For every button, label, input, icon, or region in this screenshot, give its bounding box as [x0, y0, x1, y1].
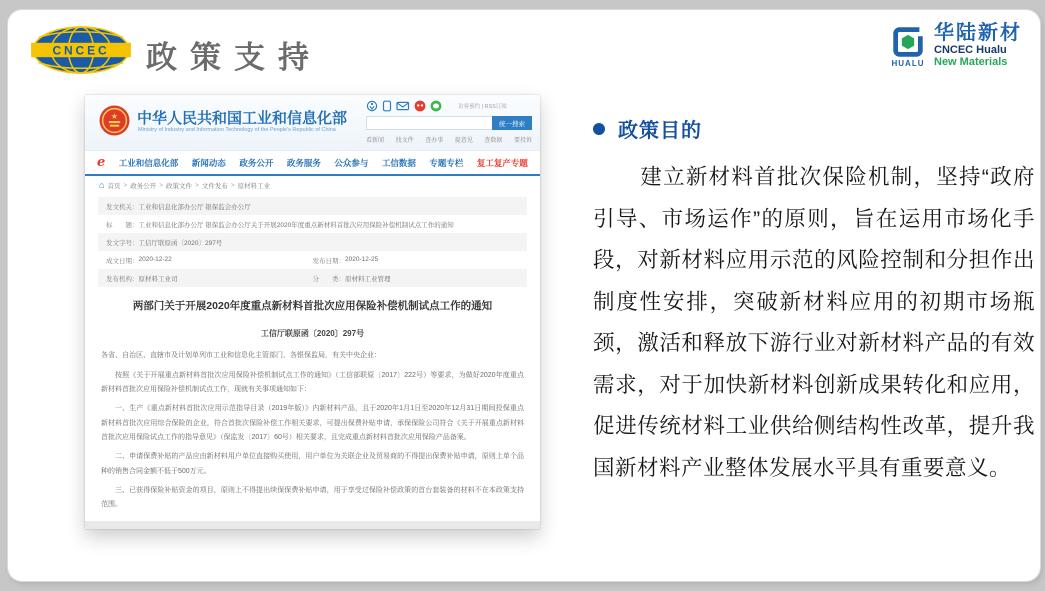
hualu-name-cn: 华陆新材 — [934, 22, 1022, 44]
visitor-rss-links[interactable]: 访客预约 | RSS订阅 — [458, 104, 507, 110]
meta-value: 原材料工业司 — [138, 275, 178, 283]
meta-label: 分 类： — [312, 275, 345, 283]
page-title: 政策支持 — [146, 40, 322, 76]
doc-paragraph: 按照《关于开展重点新材料首批次应用保险补偿机制试点工作的通知》（工信部联原〔2017〕222号）等要求，为做好2020年度重点新材料首批次应用保险补偿机制试点工作，现就有关事项通知如下： — [101, 371, 524, 393]
site-footer-strip — [85, 521, 540, 529]
meta-row-issuer — [98, 197, 527, 215]
hualu-name-en1: CNCEC Hualu — [934, 44, 1007, 56]
breadcrumb-item[interactable]: 文件发布 — [201, 183, 228, 190]
svg-text:★: ★ — [110, 111, 119, 121]
meta-label: 成文日期： — [106, 257, 139, 265]
policy-purpose-text: 建立新材料首批次保险机制，坚持“政府引导、市场运作”的原则，旨在运用市场化手段，对新材料应用示范的风险控制和分担作出制度性安排，突破新材料应用的初期市场瓶颈，激活和释放下游行业对新材料产品的有效需求，对于加快新材料创新成果转化和应用，促进传统材料工业供给侧结构性改革，提升我国新材料产业整体发展水平具有重要意义。 — [593, 165, 1035, 480]
hualu-logo — [888, 22, 1022, 68]
nav-item-miit[interactable]: 工业和信息化部 — [118, 157, 179, 168]
section-heading — [593, 114, 1035, 143]
meta-value: 原材料工业管理 — [345, 275, 391, 283]
nav-item-participation[interactable]: 公众参与 — [334, 157, 369, 168]
meta-row-agency — [98, 269, 527, 287]
nav-item-services[interactable]: 政务服务 — [286, 157, 321, 168]
mobile-icon — [384, 101, 391, 111]
meta-label: 标 题： — [106, 221, 139, 229]
meta-value: 2020-12-22 — [138, 255, 172, 263]
site-header — [85, 95, 540, 151]
bullet-icon — [593, 123, 605, 135]
meta-value: 工业和信息化部办公厅 银保监会办公厅关于开展2020年度重点新材料首批次应用保险补偿机制试点工作的通知 — [138, 221, 454, 229]
slide-header — [8, 10, 1040, 96]
doc-paragraph: 一、生产《重点新材料首批次应用示范指导目录（2019年版）》内新材料产品，且于2020年1月1日至2020年12月31日期间投保重点新材料首批次应用综合保险的企业，符合首批次保险补偿工作相关要求，可提出保费补贴申请，承保保险公司符合《关于开展重点新材料首批次应用保险试点工作的指导意见》（保监发〔2017〕60号）相关要求，且完成重点新材料首批次应用保险产品备案。 — [101, 405, 524, 441]
document-title: 两部门关于开展2020年度重点新材料首批次应用保险补偿机制试点工作的通知 — [132, 300, 493, 312]
breadcrumb-home[interactable]: 首页 — [107, 183, 121, 190]
breadcrumb-item[interactable]: 政务公开 — [130, 183, 157, 190]
quick-link-files[interactable]: 找文件 — [395, 138, 414, 144]
meta-label: 发布机构： — [106, 275, 139, 283]
breadcrumb-item[interactable]: 原材料工业 — [237, 183, 271, 190]
accessibility-icon — [367, 101, 376, 110]
search-button[interactable]: 统一搜索 — [492, 116, 532, 130]
document-meta-table — [98, 197, 527, 287]
mail-icon — [397, 102, 409, 109]
quick-link-feedback[interactable]: 提意见 — [454, 138, 473, 144]
doc-paragraph: 三、已获得保险补贴资金的项目，原则上不得提出续保保费补贴申请，用于享受过保险补偿政策的首台套装备的材料不在本政策支持范围。 — [101, 486, 524, 509]
hualu-mark-label: HUALU — [891, 58, 925, 68]
meta-label: 发布日期： — [312, 257, 345, 265]
wechat-icon — [431, 101, 442, 112]
ministry-name: 中华人民共和国工业和信息化部 — [137, 110, 348, 127]
nav-item-disclosure[interactable]: 政务公开 — [239, 157, 274, 168]
nav-item-resumption[interactable]: 复工复产专题 — [476, 157, 528, 168]
quick-link-news[interactable]: 看新闻 — [366, 138, 385, 144]
section-heading-text: 政策目的 — [618, 120, 702, 142]
meta-row-dates — [98, 251, 527, 269]
search-input[interactable] — [366, 116, 492, 130]
egov-icon: e — [97, 155, 106, 170]
meta-value: 2020-12-25 — [345, 255, 379, 263]
breadcrumb-separator: > — [195, 182, 199, 189]
meta-value: 工业和信息化部办公厅 银保监会办公厅 — [138, 203, 251, 211]
hualu-mark-icon — [888, 23, 928, 68]
quick-link-services[interactable]: 查办事 — [425, 138, 444, 144]
breadcrumb-separator: > — [159, 182, 164, 189]
home-icon: ⌂ — [99, 180, 105, 190]
nav-item-news[interactable]: 新闻动态 — [191, 157, 226, 168]
meta-label: 发文机关： — [106, 203, 139, 211]
document-body — [101, 349, 524, 512]
meta-row-title — [98, 215, 527, 233]
cncec-logo-icon — [30, 26, 132, 79]
document-number: 工信厅联原函〔2020〕297号 — [260, 329, 365, 339]
meta-row-number — [98, 233, 527, 251]
quick-link-complaint[interactable]: 要投诉 — [513, 138, 532, 144]
nav-item-topics[interactable]: 专题专栏 — [429, 157, 464, 168]
quick-link-data[interactable]: 查数据 — [484, 138, 503, 144]
breadcrumb-item[interactable]: 政策文件 — [166, 183, 193, 190]
quick-links — [366, 135, 532, 144]
national-emblem-icon — [99, 105, 130, 141]
hualu-name-en2: New Materials — [934, 56, 1008, 69]
slide-card — [8, 10, 1040, 581]
doc-paragraph: 二、申请保费补贴的产品应由新材料用户单位直接购买使用，用户单位为关联企业及贸易商的不得提出保费补贴申请，原则上单个品种的销售合同金额不低于500万元。 — [101, 453, 524, 475]
ministry-name-english: Ministry of Industry and Information Technology of the People's Republic of China — [138, 127, 336, 133]
meta-value: 工信厅联原函〔2020〕297号 — [138, 239, 223, 247]
meta-label: 发文字号： — [106, 239, 139, 247]
site-nav — [85, 151, 540, 176]
miit-website-screenshot — [85, 95, 540, 529]
breadcrumb-separator: > — [123, 182, 128, 189]
weibo-icon — [415, 101, 426, 112]
policy-purpose-panel — [593, 114, 1035, 489]
doc-paragraph: 各省、自治区、直辖市及计划单列市工业和信息化主管部门，各银保监局，有关中央企业： — [101, 352, 381, 360]
breadcrumb — [85, 176, 540, 195]
cncec-logo-text: CNCEC — [52, 43, 110, 58]
breadcrumb-separator: > — [230, 182, 235, 189]
nav-item-data[interactable]: 工信数据 — [381, 157, 416, 168]
